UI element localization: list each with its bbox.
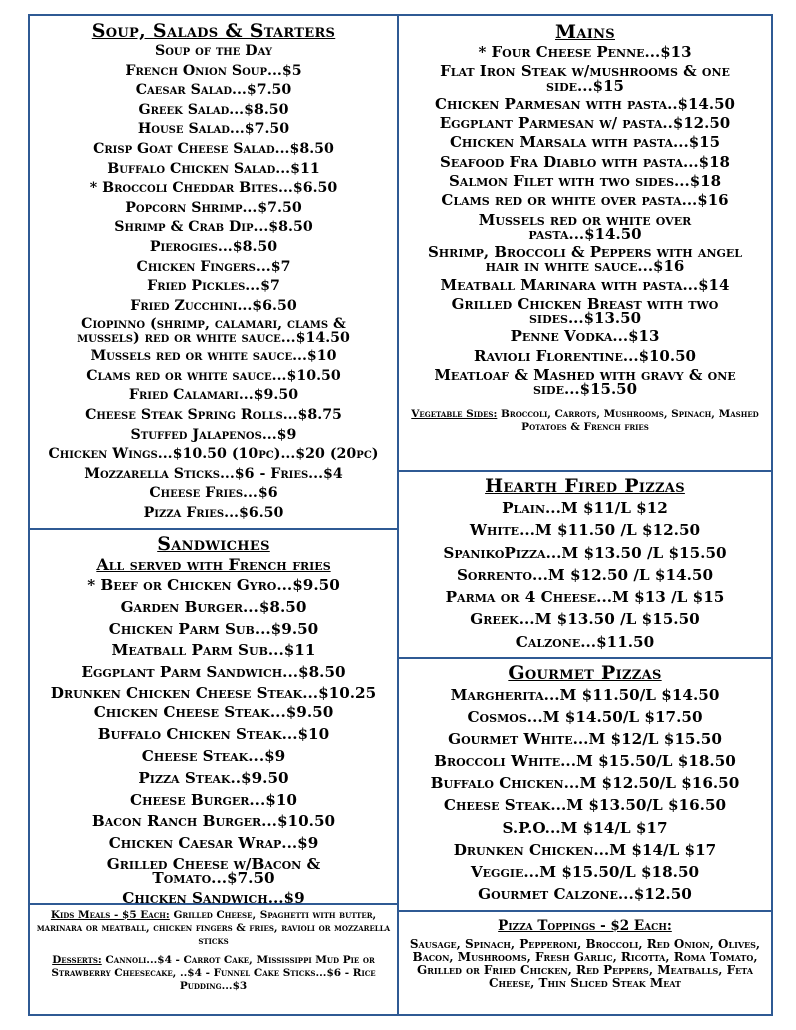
menu-item: Ciopinno (shrimp, calamari, clams & mussels) red or white sauce...$14.50	[77, 316, 350, 346]
menu-item: Mussels red or white over pasta...$14.50	[478, 210, 692, 243]
menu-item: Fried Calamari...$9.50	[128, 387, 299, 404]
menu-item: Ravioli Florentine...$10.50	[474, 346, 696, 365]
menu-item: Pierogies...$8.50	[149, 238, 278, 255]
menu-item: Veggie...M $15.50/L $18.50	[470, 862, 700, 881]
menu-item: Caesar Salad...$7.50	[135, 82, 292, 99]
menu-item: Fried Pickles...$7	[147, 278, 280, 295]
menu-item: Cheese Fries...$6	[149, 485, 278, 502]
menu-item: Greek Salad...$8.50	[138, 101, 289, 118]
menu-item: Pizza Fries...$6.50	[143, 505, 284, 522]
menu-item: SpanikoPizza...M $13.50 /L $15.50	[443, 543, 727, 562]
menu-item: White...M $11.50 /L $12.50	[469, 521, 701, 540]
menu-item: Meatball Parm Sub...$11	[111, 641, 316, 660]
menu-item: Chicken Fingers...$7	[136, 258, 291, 275]
toppings-section	[397, 910, 773, 1016]
toppings-text: Sausage, Spinach, Pepperoni, Broccoli, Red Onion, Olives, Bacon, Mushrooms, Fresh Garlic, Ricotta, Roma Tomato, Grilled or Fried Chicken, Red Peppers, Meatballs, Feta Cheese, Thin Sliced Steak Meat	[409, 937, 761, 990]
menu-item: Sorrento...M $12.50 /L $14.50	[456, 565, 714, 584]
menu-item: Salmon Filet with two sides...$18	[448, 171, 722, 190]
gourmet-pizzas-title: Gourmet Pizzas	[508, 662, 662, 684]
menu-item: S.P.O...M $14/L $17	[502, 818, 668, 837]
menu-item: Chicken Caesar Wrap...$9	[108, 834, 319, 853]
menu-item: Chicken Cheese Steak...$9.50	[93, 703, 334, 722]
menu-item: Clams red or white over pasta...$16	[441, 191, 729, 210]
menu-item: Cheese Burger...$10	[130, 790, 297, 809]
hearth-list	[399, 497, 771, 653]
menu-item: Clams red or white sauce...$10.50	[86, 367, 341, 384]
menu-item: Eggplant Parmesan w/ pasta..$12.50	[439, 114, 731, 133]
menu-item: Stuffed Jalapenos...$9	[130, 426, 297, 443]
hearth-pizzas-title: Hearth Fired Pizzas	[485, 475, 685, 497]
menu-item: Seafood Fra Diablo with pasta...$18	[440, 152, 730, 171]
sandwiches-list	[30, 575, 397, 910]
menu-item: Mozzarella Sticks...$6 - Fries...$4	[84, 465, 343, 482]
menu-item: * Broccoli Cheddar Bites...$6.50	[89, 180, 338, 197]
menu-item: Chicken Marsala with pasta...$15	[449, 133, 721, 152]
vegetable-sides-label: Vegetable Sides:	[411, 408, 498, 421]
menu-item: Cosmos...M $14.50/L $17.50	[467, 708, 703, 727]
menu-item: Margherita...M $11.50/L $14.50	[450, 686, 720, 704]
menu-item: Meatball Marinara with pasta...$14	[440, 275, 730, 294]
menu-item: Broccoli White...M $15.50/L $18.50	[434, 752, 736, 771]
menu-item: Drunken Chicken Cheese Steak...$10.25	[50, 683, 377, 702]
vegetable-sides-note	[403, 408, 767, 434]
kids-meals-text: Grilled Cheese, Spaghetti with butter, marinara or meatball, chicken fingers & fries, ravioli or mozzarella sticks	[36, 909, 391, 947]
mains-list	[403, 43, 767, 398]
menu-item: Calzone...$11.50	[515, 632, 655, 651]
kids-desserts-section	[28, 903, 399, 1016]
menu-item: Grilled Cheese w/Bacon & Tomato...$7.50	[106, 855, 321, 888]
menu-item: Buffalo Chicken...M $12.50/L $16.50	[430, 774, 740, 793]
menu-item: Chicken Sandwich...$9	[122, 888, 305, 907]
menu-item: Meatloaf & Mashed with gravy & one side...$15.50	[434, 365, 736, 399]
menu-item: Popcorn Shrimp...$7.50	[125, 199, 302, 216]
sandwiches-subtitle: All served with French fries	[96, 555, 331, 574]
menu-item: Gourmet White...M $12/L $15.50	[448, 730, 722, 749]
kids-meals-note	[36, 909, 391, 948]
menu-item: Chicken Parm Sub...$9.50	[108, 619, 319, 638]
menu-item: Gourmet Calzone...$12.50	[478, 884, 692, 903]
desserts-text: Cannoli...$4 - Carrot Cake, Mississippi Mud Pie or Strawberry Cheesecake, ..$4 - Funnel Cake Sticks...$6 - Rice Pudding...$3	[51, 954, 376, 992]
menu-item: Shrimp, Broccoli & Peppers with angel hair in white sauce...$16	[427, 243, 743, 276]
menu-item: Mussels red or white sauce...$10	[90, 348, 337, 365]
gourmet-pizzas-section	[397, 657, 773, 912]
menu-item: Eggplant Parm Sandwich...$8.50	[81, 663, 346, 682]
menu-item: Grilled Chicken Breast with two sides...$13.50	[451, 294, 719, 328]
menu-item: French Onion Soup...$5	[125, 62, 302, 79]
menu-item: Buffalo Chicken Steak...$10	[97, 725, 330, 744]
hearth-pizzas-section	[397, 470, 773, 659]
desserts-label: Desserts:	[52, 954, 102, 966]
sandwiches-section	[28, 528, 399, 905]
sandwiches-title: Sandwiches	[157, 533, 270, 555]
menu-item: Shrimp & Crab Dip...$8.50	[114, 219, 313, 236]
vegetable-sides-text: Broccoli, Carrots, Mushrooms, Spinach, Mashed Potatoes & French fries	[497, 408, 759, 434]
menu-item: Flat Iron Steak w/mushrooms & one side...$15	[440, 62, 730, 95]
desserts-note	[36, 954, 391, 993]
mains-section	[397, 14, 773, 472]
menu-item: Cheese Steak...$9	[141, 747, 286, 766]
menu-item: Garden Burger...$8.50	[120, 597, 307, 616]
menu-item: Parma or 4 Cheese...M $13 /L $15	[445, 588, 725, 607]
menu-item: Pizza Steak..$9.50	[138, 768, 289, 787]
menu-item: Cheese Steak Spring Rolls...$8.75	[85, 407, 342, 424]
menu-item: Buffalo Chicken Salad...$11	[107, 160, 320, 177]
kids-meals-label: Kids Meals - $5 Each:	[50, 909, 170, 921]
menu-item: Greek...M $13.50 /L $15.50	[470, 610, 700, 629]
starters-section	[28, 14, 399, 530]
mains-title: Mains	[555, 21, 615, 43]
starters-list	[30, 42, 397, 524]
starters-title: Soup, Salads & Starters	[91, 20, 336, 42]
toppings-title: Pizza Toppings - $2 Each:	[498, 918, 672, 934]
menu-item: Soup of the Day	[154, 43, 273, 59]
menu-item: Bacon Ranch Burger...$10.50	[91, 812, 336, 831]
menu-item: Plain...M $11/L $12	[502, 499, 668, 517]
menu-item: House Salad...$7.50	[137, 121, 290, 138]
menu-item: Penne Vodka...$13	[510, 327, 660, 346]
menu-item: Drunken Chicken...M $14/L $17	[453, 840, 717, 859]
menu-item: Chicken Parmesan with pasta..$14.50	[435, 94, 735, 113]
menu-item: Crisp Goat Cheese Salad...$8.50	[93, 140, 334, 157]
menu-item: Fried Zucchini...$6.50	[130, 297, 297, 314]
gourmet-list	[399, 684, 771, 905]
menu-item: * Four Cheese Penne...$13	[478, 43, 692, 61]
menu-item: Cheese Steak...M $13.50/L $16.50	[443, 796, 727, 815]
menu-item: * Beef or Chicken Gyro...$9.50	[87, 576, 340, 594]
menu-item: Chicken Wings...$10.50 (10pc)...$20 (20pc)	[48, 446, 379, 463]
